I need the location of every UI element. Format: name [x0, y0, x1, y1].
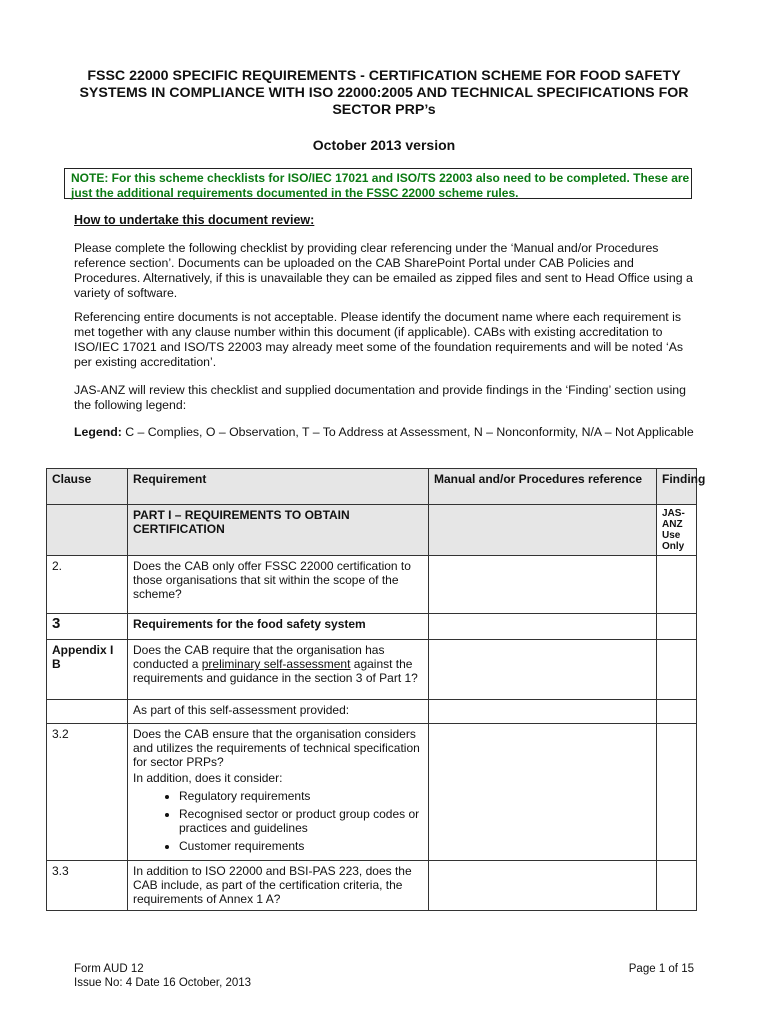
document-version: October 2013 version [312, 137, 456, 153]
header-requirement: Requirement [128, 469, 429, 505]
clause-cell [47, 700, 128, 724]
part-manual-cell [429, 505, 657, 556]
finding-field[interactable] [657, 556, 697, 614]
requirement-cell [128, 640, 429, 700]
finding-field[interactable] [657, 614, 697, 640]
requirement-text: Does the CAB require that the organisation has conducted a [133, 643, 385, 671]
requirement-cell: Requirements for the food safety system [128, 614, 429, 640]
part-clause-cell [47, 505, 128, 556]
table-row [47, 556, 697, 614]
part-label: PART I – REQUIREMENTS TO OBTAIN CERTIFICATION [128, 505, 429, 556]
consideration-list [133, 789, 423, 853]
review-heading: How to undertake this document review: [74, 213, 315, 227]
clause-cell: 2. [47, 556, 128, 614]
document-title: FSSC 22000 SPECIFIC REQUIREMENTS - CERTIFICATION SCHEME FOR FOOD SAFETY SYSTEMS IN COMPLIANCE WITH ISO 22000:2005 AND TECHNICAL SPECIFICATIONS FOR SECTOR PRP’s [79, 68, 689, 118]
legend [74, 425, 694, 440]
requirement-text: Does the CAB ensure that the organisation considers and utilizes the requirements of technical specification for sector PRPs? [133, 727, 420, 769]
checklist-table [46, 468, 706, 911]
finding-field[interactable] [657, 861, 697, 911]
clause-cell: Appendix I B [47, 640, 128, 700]
list-item: • Regulatory requirements [179, 789, 423, 803]
table-row [47, 724, 697, 861]
finding-field[interactable] [657, 700, 697, 724]
footer-page-number: Page 1 of 15 [628, 963, 694, 975]
manual-reference-field[interactable] [429, 724, 657, 861]
instructions-paragraph-3: JAS-ANZ will review this checklist and supplied documentation and provide findings in the ‘Finding’ section using the following legend: [74, 383, 686, 412]
instructions-paragraph-1: Please complete the following checklist by providing clear referencing under the ‘Manual and/or Procedures reference section’. Documents can be uploaded on the CAB SharePoint Portal under CAB Policies and Procedures. Alternatively, if this is unavailable they can be emailed as zipped files and sent to Head Office using a variety of software. [74, 241, 693, 300]
finding-field[interactable] [657, 724, 697, 861]
legend-label: Legend: [74, 425, 122, 439]
finding-field[interactable] [657, 640, 697, 700]
requirement-text-end: against the requirements and guidance in the section 3 of Part 1? [133, 657, 418, 685]
footer-form: Form AUD 12 [74, 963, 144, 975]
requirement-cell [128, 724, 429, 861]
manual-reference-field[interactable] [429, 640, 657, 700]
manual-reference-field[interactable] [429, 614, 657, 640]
clause-cell: 3 [47, 614, 128, 640]
table-row [47, 700, 697, 724]
footer-issue: Issue No: 4 Date 16 October, 2013 [74, 977, 252, 989]
table-header-row [47, 469, 697, 505]
table-row [47, 640, 697, 700]
header-manual-reference: Manual and/or Procedures reference [429, 469, 657, 505]
requirement-cell: In addition to ISO 22000 and BSI-PAS 223, does the CAB include, as part of the certification criteria, the requirements of Annex 1 A? [128, 861, 429, 911]
list-item: • Recognised sector or product group codes or practices and guidelines [179, 807, 423, 835]
table-row [47, 614, 697, 640]
manual-reference-field[interactable] [429, 556, 657, 614]
instructions-paragraph-2: Referencing entire documents is not acceptable. Please identify the document name where each requirement is met together with any clause number within this document (if applicable). CABs with existing accreditation to ISO/IEC 17021 and ISO/TS 22003 may already meet some of the foundation requirements and will be noted ‘As per existing accreditation’. [74, 310, 684, 369]
manual-reference-field[interactable] [429, 700, 657, 724]
requirement-underlined: preliminary self-assessment [201, 657, 351, 671]
clause-cell: 3.3 [47, 861, 128, 911]
header-clause: Clause [47, 469, 128, 505]
requirement-cell: Does the CAB only offer FSSC 22000 certification to those organisations that sit within the scope of the scheme? [128, 556, 429, 614]
page-footer [74, 962, 694, 990]
manual-reference-field[interactable] [429, 861, 657, 911]
table-row-part-i [47, 505, 697, 556]
table-row [47, 861, 697, 911]
header-finding: Finding [657, 469, 697, 505]
jas-anz-use-only: JAS-ANZ Use Only [657, 505, 697, 556]
note-box: NOTE: For this scheme checklists for ISO/IEC 17021 and ISO/TS 22003 also need to be completed. These are just the additional requirements documented in the FSSC 22000 scheme rules. [64, 168, 692, 199]
requirement-cell: As part of this self-assessment provided: [128, 700, 429, 724]
legend-text: C – Complies, O – Observation, T – To Address at Assessment, N – Nonconformity, N/A – Not Applicable [121, 425, 694, 439]
clause-cell: 3.2 [47, 724, 128, 861]
requirement-extra: In addition, does it consider: [133, 771, 283, 785]
list-item: • Customer requirements [179, 839, 423, 853]
